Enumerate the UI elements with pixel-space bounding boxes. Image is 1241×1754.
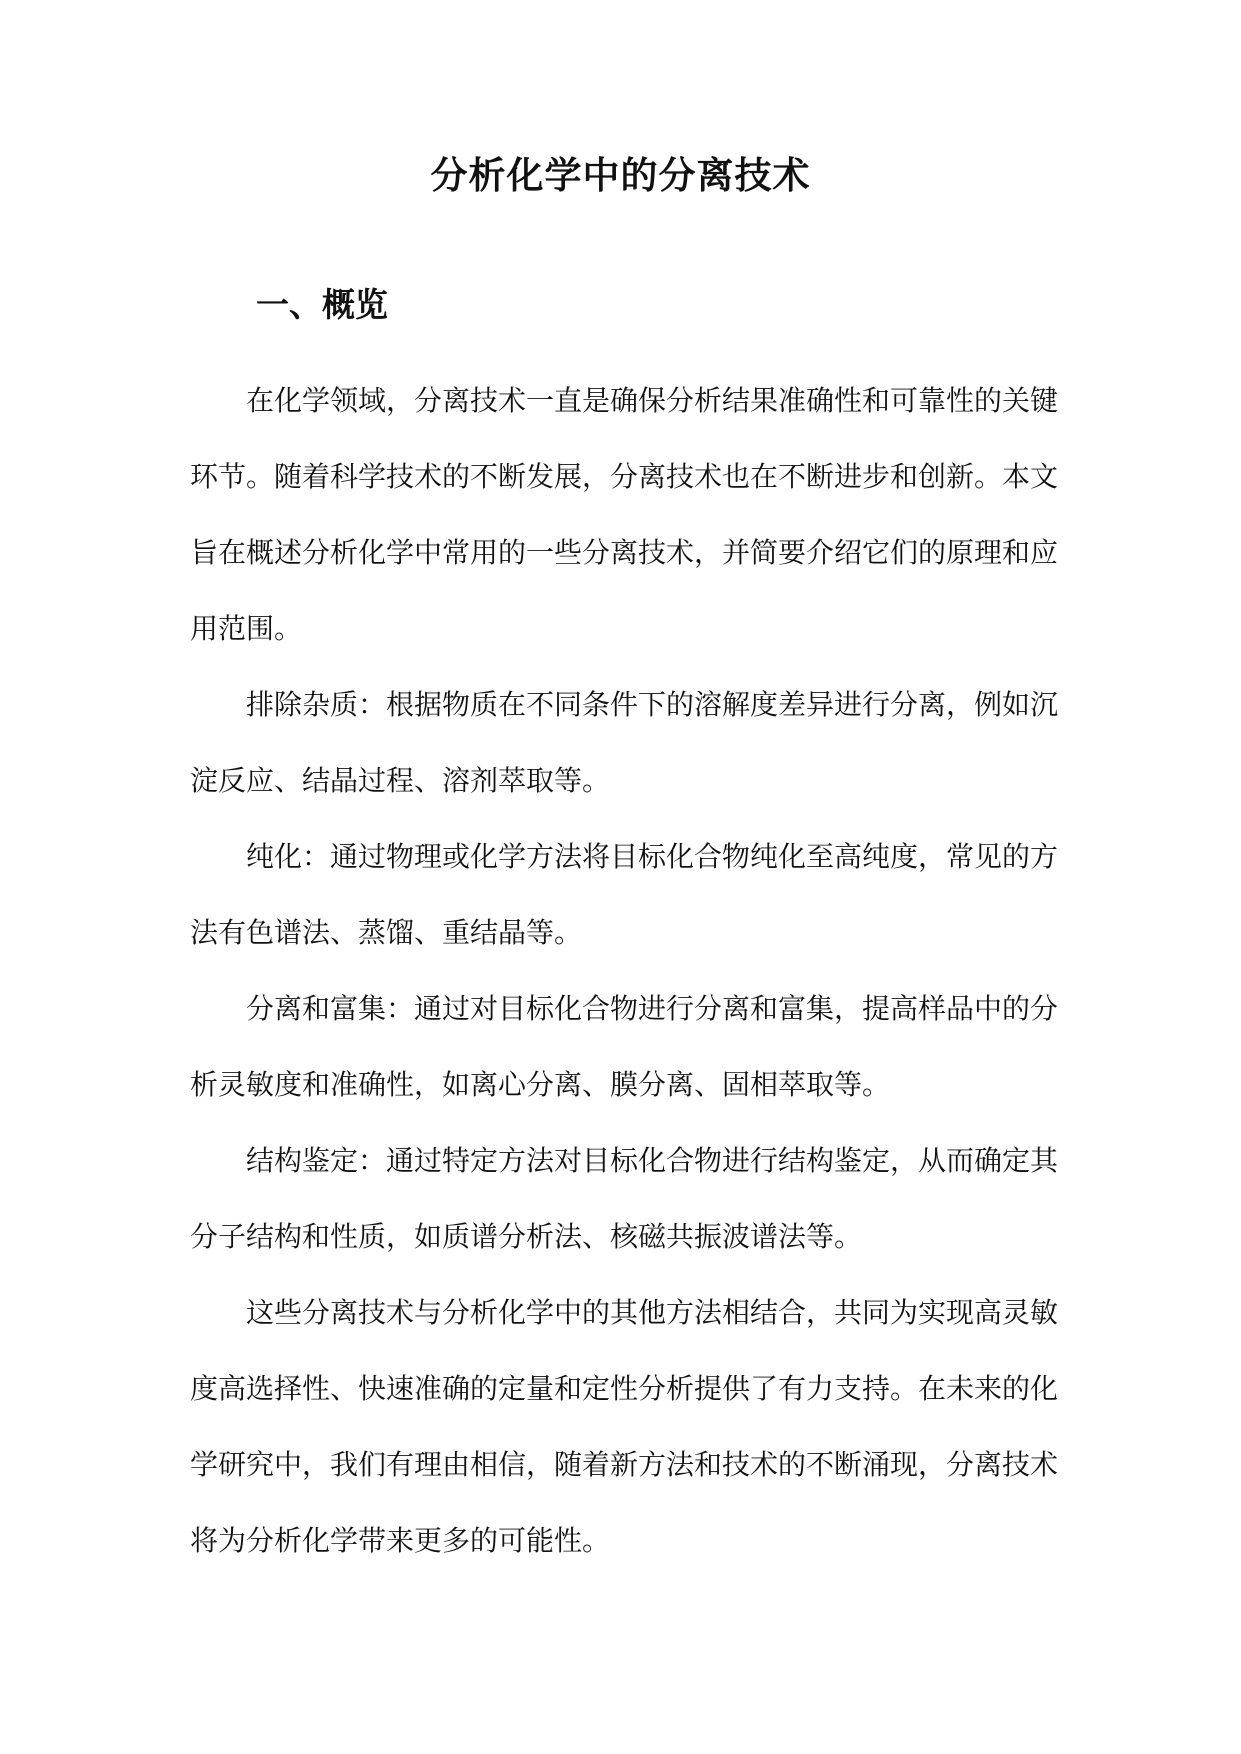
body-text [190,363,1058,1579]
paragraph-remove-impurities: 排除杂质：根据物质在不同条件下的溶解度差异进行分离，例如沉淀反应、结晶过程、溶剂萃取等。 [190,688,1059,797]
paragraph-purification: 纯化：通过物理或化学方法将目标化合物纯化至高纯度，常见的方法有色谱法、蒸馏、重结晶等。 [190,840,1059,949]
paragraph-separation-enrichment: 分离和富集：通过对目标化合物进行分离和富集，提高样品中的分析灵敏度和准确性，如离心分离、膜分离、固相萃取等。 [190,992,1059,1101]
paragraph-conclusion: 这些分离技术与分析化学中的其他方法相结合，共同为实现高灵敏度高选择性、快速准确的定量和定性分析提供了有力支持。在未来的化学研究中，我们有理由相信，随着新方法和技术的不断涌现，分离技术将为分析化学带来更多的可能性。 [190,1296,1059,1557]
document-title: 分析化学中的分离技术 [430,153,811,197]
paragraph-overview: 在化学领域，分离技术一直是确保分析结果准确性和可靠性的关键环节。随着科学技术的不断发展，分离技术也在不断进步和创新。本文旨在概述分析化学中常用的一些分离技术，并简要介绍它们的原理和应用范围。 [190,384,1059,645]
section-heading: 一、概览 [256,285,388,324]
paragraph-structure-identification: 结构鉴定：通过特定方法对目标化合物进行结构鉴定，从而确定其分子结构和性质，如质谱分析法、核磁共振波谱法等。 [190,1144,1059,1253]
